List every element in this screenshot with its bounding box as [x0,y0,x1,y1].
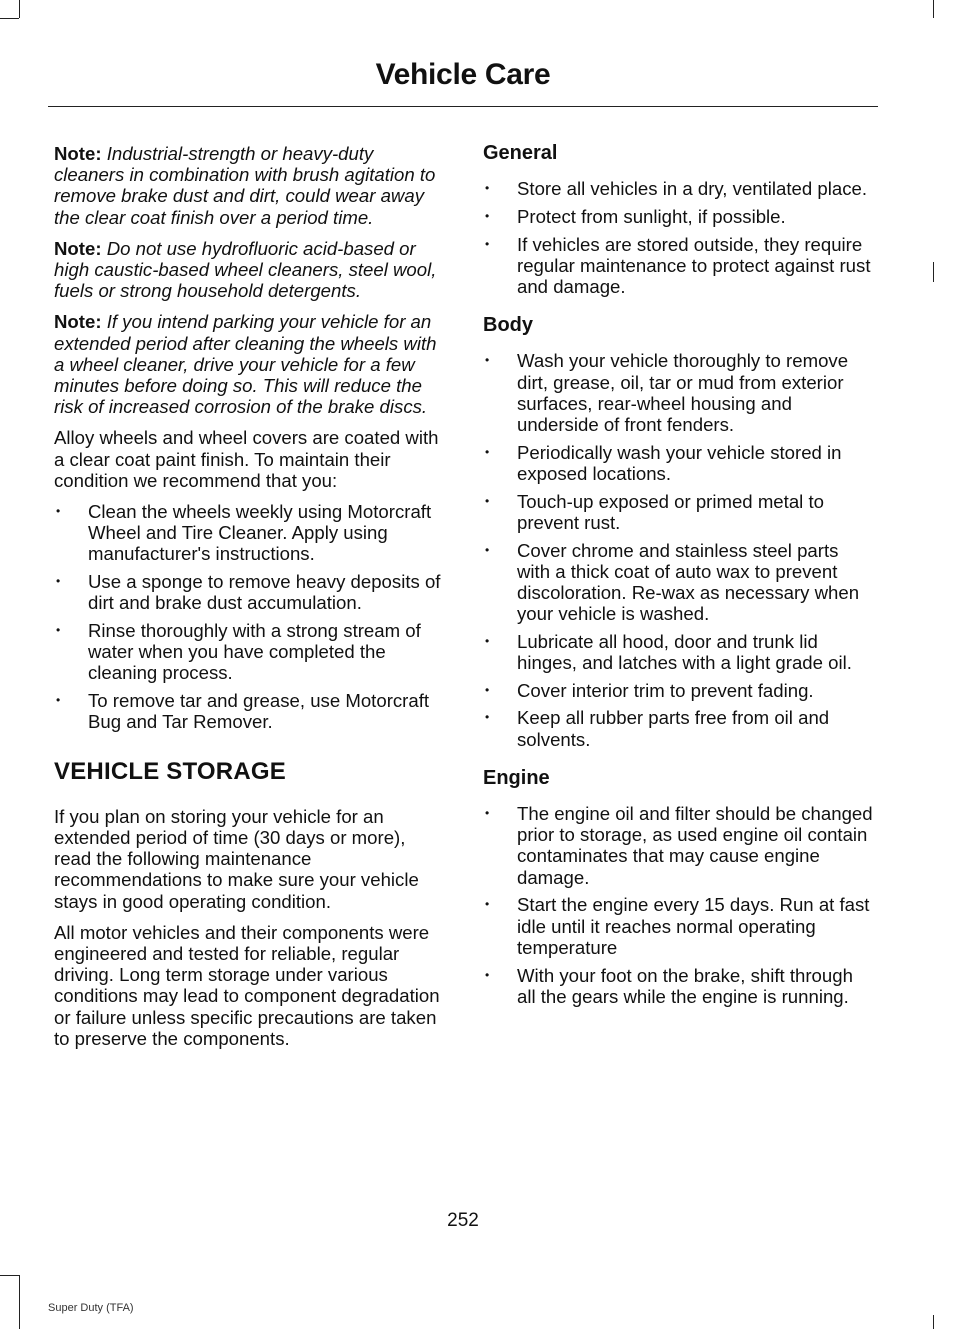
right-column [483,143,875,1017]
note-paragraph [54,143,446,228]
storage-paragraph: If you plan on storing your vehicle for an extended period of time (30 days or more), read the following maintenance recommendations to make sure your vehicle stays in good operating condition. [54,805,419,912]
section-heading-storage: VEHICLE STORAGE [54,757,286,785]
note-paragraph [54,238,446,302]
list-item: • Periodically wash your vehicle stored in exposed locations. [483,442,875,484]
page-number: 252 [447,1210,479,1231]
subheading-engine: Engine [483,766,550,789]
header-divider [48,106,878,107]
left-column [54,143,446,1059]
crop-mark [933,0,934,18]
note-text: Industrial-strength or heavy-duty cleaners in combination with brush agitation to remove brake dust and dirt, could wear away the clear coat finish over a period time. [54,143,436,228]
crop-mark [19,0,20,18]
general-list [483,178,875,297]
alloy-intro: Alloy wheels and wheel covers are coated with a clear coat paint finish. To maintain their condition we recommend that you: [54,427,439,491]
note-paragraph [54,311,446,417]
note-label: Note: [54,237,102,259]
list-item: • Touch-up exposed or primed metal to prevent rust. [483,491,875,533]
note-text: Do not use hydrofluoric acid-based or high caustic-based wheel cleaners, steel wool, fuels or strong household detergents. [54,237,437,302]
list-item: • Clean the wheels weekly using Motorcraft Wheel and Tire Cleaner. Apply using manufacturer's instructions. [54,501,446,565]
crop-mark [0,1275,19,1276]
list-item: • Cover interior trim to prevent fading. [483,680,875,701]
wheel-care-list [54,501,446,733]
crop-mark [0,18,19,19]
note-label: Note: [54,143,102,164]
list-item: • With your foot on the brake, shift through all the gears while the engine is running. [483,965,875,1007]
subheading-general: General [483,142,558,164]
list-item: • Keep all rubber parts free from oil and solvents. [483,707,875,749]
list-item: • Store all vehicles in a dry, ventilated place. [483,178,875,199]
note-label: Note: [54,311,102,333]
note-text: If you intend parking your vehicle for an extended period after cleaning the wheels with a wheel cleaner, drive your vehicle for a few minutes before doing so. This will reduce the risk of increased corrosion of the brake discs. [54,311,437,418]
page-title: Vehicle Care [375,58,551,91]
storage-paragraph: All motor vehicles and their components were engineered and tested for reliable, regular driving. Long term storage under various conditions may lead to component degradation or failure unless specific precautions are taken to preserve the components. [54,921,440,1049]
footer-model: Super Duty (TFA) [48,1302,134,1314]
list-item: • Use a sponge to remove heavy deposits of dirt and brake dust accumulation. [54,571,446,613]
list-item: • Lubricate all hood, door and trunk lid hinges, and latches with a light grade oil. [483,631,875,673]
crop-mark [933,262,934,282]
subheading-body: Body [483,314,533,337]
list-item: • Start the engine every 15 days. Run at fast idle until it reaches normal operating temperature [483,894,875,958]
list-item: • Wash your vehicle thoroughly to remove dirt, grease, oil, tar or mud from exterior surfaces, rear-wheel housing and underside of front fenders. [483,350,875,435]
list-item: • Rinse thoroughly with a strong stream of water when you have completed the cleaning process. [54,620,446,684]
crop-mark [933,1315,934,1329]
crop-mark [19,1275,20,1329]
body-list [483,350,875,749]
list-item: • Protect from sunlight, if possible. [483,206,875,227]
list-item: • To remove tar and grease, use Motorcraft Bug and Tar Remover. [54,690,446,732]
list-item: • The engine oil and filter should be changed prior to storage, as used engine oil contain contaminates that may cause engine damage. [483,803,875,888]
list-item: • Cover chrome and stainless steel parts with a thick coat of auto wax to prevent discoloration. Re-wax as necessary when your vehicle is washed. [483,540,875,625]
list-item: • If vehicles are stored outside, they require regular maintenance to protect against rust and damage. [483,234,875,298]
engine-list [483,803,875,1007]
